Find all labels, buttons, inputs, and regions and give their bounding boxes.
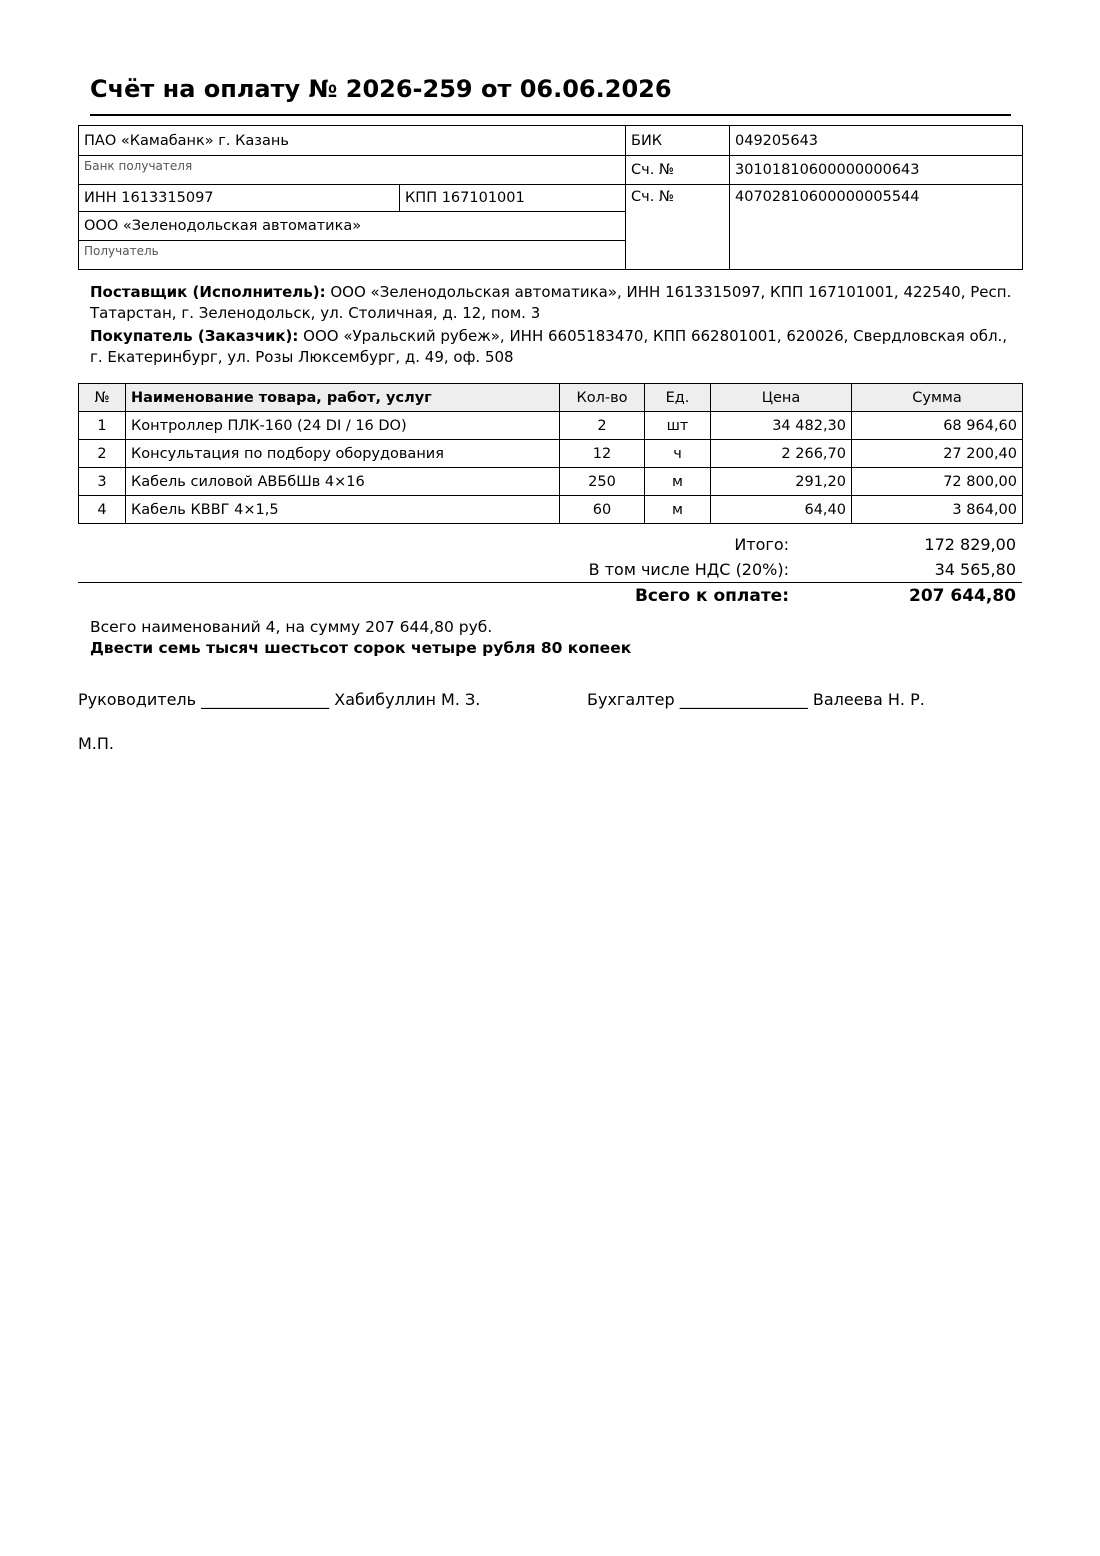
supplier-line (90, 282, 1015, 324)
row-name: Кабель КВВГ 4×1,5 (126, 496, 560, 524)
table-row (79, 496, 1023, 524)
subtotal-row (78, 532, 1022, 557)
row-price: 2 266,70 (711, 440, 852, 468)
col-header-name: Наименование товара, работ, услуг (126, 384, 560, 412)
items-table (78, 383, 1023, 524)
grand-total-label: Всего к оплате: (634, 586, 789, 606)
row-name: Консультация по подбору оборудования (126, 440, 560, 468)
row-sum: 72 800,00 (852, 468, 1023, 496)
col-header-unit: Ед. (645, 384, 711, 412)
corr-account-value: 30101810600000000643 (730, 156, 1023, 185)
page-title: Счёт на оплату № 2026-259 от 06.06.2026 (90, 72, 1011, 116)
amount-in-words: Двести семь тысяч шестьсот сорок четыре рубля 80 копеек (90, 639, 632, 657)
items-count-line: Всего наименований 4, на сумму 207 644,80 руб. (90, 618, 493, 636)
table-row (79, 440, 1023, 468)
buyer-label: Покупатель (Заказчик): (90, 327, 299, 345)
account-label: Сч. № (626, 185, 730, 270)
supplier-label: Поставщик (Исполнитель): (90, 283, 326, 301)
vat-row (78, 557, 1022, 582)
row-name: Контроллер ПЛК-160 (24 DI / 16 DO) (126, 412, 560, 440)
row-unit: шт (645, 412, 711, 440)
recipient-name: ООО «Зеленодольская автоматика» (79, 212, 626, 241)
row-sum: 3 864,00 (852, 496, 1023, 524)
subtotal-label: Итого: (734, 535, 789, 554)
grand-total-row (78, 582, 1022, 609)
row-price: 291,20 (711, 468, 852, 496)
vat-label: В том числе НДС (20%): (588, 560, 789, 579)
row-qty: 250 (560, 468, 645, 496)
row-qty: 2 (560, 412, 645, 440)
table-row (79, 412, 1023, 440)
supplier-details: ООО «Зеленодольская автоматика», ИНН 1613315097, КПП 167101001, 422540, Респ. Татарстан, г. Зеленодольск, ул. Столичная, д. 12, пом. 3 (90, 283, 1012, 322)
parties-block (90, 282, 1015, 370)
bik-label: БИК (626, 126, 730, 156)
bik-value: 049205643 (730, 126, 1023, 156)
summary-block (90, 617, 631, 659)
row-num: 1 (79, 412, 126, 440)
col-header-price: Цена (711, 384, 852, 412)
col-header-sum: Сумма (852, 384, 1023, 412)
totals-block (78, 532, 1022, 609)
recipient-kpp: КПП 167101001 (400, 185, 626, 212)
bank-caption: Банк получателя (79, 156, 626, 185)
bank-details-table (78, 125, 1023, 270)
row-name: Кабель силовой АВБбШв 4×16 (126, 468, 560, 496)
table-row (79, 468, 1023, 496)
col-header-num: № (79, 384, 126, 412)
row-sum: 27 200,40 (852, 440, 1023, 468)
row-price: 34 482,30 (711, 412, 852, 440)
stamp-place: М.П. (78, 734, 115, 753)
bank-name: ПАО «Камабанк» г. Казань (79, 126, 626, 156)
vat-value: 34 565,80 (934, 560, 1016, 579)
corr-account-label: Сч. № (626, 156, 730, 185)
row-num: 2 (79, 440, 126, 468)
recipient-caption: Получатель (79, 241, 626, 270)
buyer-details: ООО «Уральский рубеж», ИНН 6605183470, КПП 662801001, 620026, Свердловская обл., г. Екатеринбург, ул. Розы Люксембург, д. 49, оф. 508 (90, 327, 1008, 366)
row-num: 4 (79, 496, 126, 524)
account-value: 40702810600000005544 (730, 185, 1023, 270)
row-num: 3 (79, 468, 126, 496)
row-unit: ч (645, 440, 711, 468)
accountant-signature: Бухгалтер ________________ Валеева Н. Р. (587, 690, 925, 709)
row-unit: м (645, 468, 711, 496)
buyer-line (90, 326, 1015, 368)
row-qty: 12 (560, 440, 645, 468)
row-qty: 60 (560, 496, 645, 524)
head-signature: Руководитель ________________ Хабибуллин М. З. (78, 690, 481, 709)
recipient-inn: ИНН 1613315097 (79, 185, 400, 212)
subtotal-value: 172 829,00 (924, 535, 1016, 554)
row-sum: 68 964,60 (852, 412, 1023, 440)
grand-total-value: 207 644,80 (908, 586, 1016, 606)
col-header-qty: Кол-во (560, 384, 645, 412)
row-price: 64,40 (711, 496, 852, 524)
row-unit: м (645, 496, 711, 524)
